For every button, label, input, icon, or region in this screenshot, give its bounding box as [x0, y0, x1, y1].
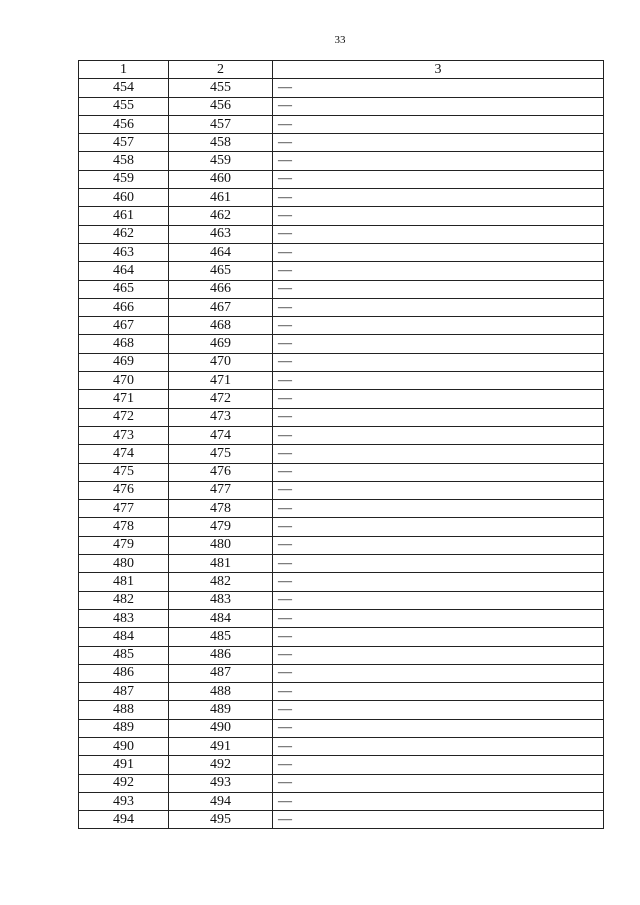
cell-value: 481 — [210, 555, 231, 571]
table-cell-col-1 — [79, 701, 169, 719]
cell-value: 489 — [113, 720, 134, 736]
table-cell-col-1 — [79, 189, 169, 207]
table-cell-col-3 — [273, 536, 604, 554]
column-header-1: 1 — [79, 61, 169, 79]
table-cell-col-2 — [169, 500, 273, 518]
cell-value: 475 — [210, 445, 231, 461]
table-cell-col-1 — [79, 683, 169, 701]
dash-mark: — — [278, 79, 292, 95]
table-cell-col-1 — [79, 207, 169, 225]
table-cell-col-1 — [79, 811, 169, 829]
table-cell-col-3 — [273, 792, 604, 810]
dash-mark: — — [278, 390, 292, 406]
table-cell-col-2 — [169, 756, 273, 774]
table-row — [79, 390, 604, 408]
table-cell-col-3 — [273, 646, 604, 664]
dash-mark: — — [278, 208, 292, 224]
cell-value: 495 — [210, 811, 231, 827]
table-cell-col-1 — [79, 134, 169, 152]
cell-value: 488 — [113, 702, 134, 718]
cell-value: 456 — [113, 116, 134, 132]
table-cell-col-3 — [273, 170, 604, 188]
dash-mark: — — [278, 336, 292, 352]
dash-mark: — — [278, 482, 292, 498]
table-cell-col-3 — [273, 390, 604, 408]
table-row — [79, 628, 604, 646]
cell-value: 464 — [113, 262, 134, 278]
table-cell-col-2 — [169, 280, 273, 298]
dash-mark: — — [278, 98, 292, 114]
table-cell-col-3 — [273, 701, 604, 719]
table-cell-col-2 — [169, 189, 273, 207]
table-cell-col-1 — [79, 646, 169, 664]
table-cell-col-2 — [169, 408, 273, 426]
table-row — [79, 481, 604, 499]
table-cell-col-2 — [169, 207, 273, 225]
cell-value: 473 — [113, 427, 134, 443]
table-cell-col-3 — [273, 189, 604, 207]
table-cell-col-2 — [169, 298, 273, 316]
table-cell-col-2 — [169, 719, 273, 737]
table-cell-col-2 — [169, 646, 273, 664]
table-row — [79, 408, 604, 426]
table-cell-col-2 — [169, 774, 273, 792]
table-cell-col-2 — [169, 536, 273, 554]
dash-mark: — — [278, 262, 292, 278]
table-row — [79, 518, 604, 536]
table-row — [79, 353, 604, 371]
table-cell-col-2 — [169, 609, 273, 627]
table-cell-col-1 — [79, 445, 169, 463]
table-cell-col-2 — [169, 115, 273, 133]
cell-value: 462 — [113, 226, 134, 242]
table-cell-col-3 — [273, 683, 604, 701]
table-cell-col-2 — [169, 390, 273, 408]
table-row — [79, 445, 604, 463]
table-cell-col-1 — [79, 426, 169, 444]
cell-value: 470 — [113, 372, 134, 388]
table-row — [79, 134, 604, 152]
table-cell-col-2 — [169, 170, 273, 188]
table-row — [79, 774, 604, 792]
dash-mark: — — [278, 628, 292, 644]
table-row — [79, 463, 604, 481]
dash-mark: — — [278, 317, 292, 333]
cell-value: 492 — [210, 756, 231, 772]
cell-value: 461 — [210, 189, 231, 205]
cell-value: 468 — [113, 336, 134, 352]
table-cell-col-2 — [169, 445, 273, 463]
table-cell-col-2 — [169, 664, 273, 682]
table-row — [79, 719, 604, 737]
table-row — [79, 426, 604, 444]
dash-mark: — — [278, 665, 292, 681]
table-row — [79, 262, 604, 280]
cell-value: 489 — [210, 702, 231, 718]
table-cell-col-2 — [169, 426, 273, 444]
dash-mark: — — [278, 244, 292, 260]
cell-value: 454 — [113, 79, 134, 95]
table-cell-col-2 — [169, 372, 273, 390]
cell-value: 471 — [210, 372, 231, 388]
table-cell-col-2 — [169, 573, 273, 591]
cell-value: 465 — [210, 262, 231, 278]
cell-value: 490 — [210, 720, 231, 736]
table-cell-col-1 — [79, 500, 169, 518]
dash-mark: — — [278, 702, 292, 718]
table-cell-col-2 — [169, 518, 273, 536]
table-cell-col-1 — [79, 408, 169, 426]
dash-mark: — — [278, 427, 292, 443]
cell-value: 459 — [113, 171, 134, 187]
dash-mark: — — [278, 537, 292, 553]
dash-mark: — — [278, 775, 292, 791]
table-cell-col-3 — [273, 591, 604, 609]
dash-mark: — — [278, 189, 292, 205]
table-cell-col-3 — [273, 372, 604, 390]
table-cell-col-2 — [169, 792, 273, 810]
cell-value: 485 — [113, 647, 134, 663]
table-cell-col-1 — [79, 372, 169, 390]
page-number: 33 — [334, 34, 346, 46]
table-cell-col-3 — [273, 335, 604, 353]
dash-mark: — — [278, 299, 292, 315]
table-cell-col-3 — [273, 555, 604, 573]
cell-value: 476 — [113, 482, 134, 498]
table-row — [79, 536, 604, 554]
cell-value: 486 — [113, 665, 134, 681]
table-cell-col-2 — [169, 683, 273, 701]
table-cell-col-2 — [169, 701, 273, 719]
cell-value: 492 — [113, 775, 134, 791]
table-cell-col-1 — [79, 243, 169, 261]
table-cell-col-3 — [273, 97, 604, 115]
cell-value: 474 — [210, 427, 231, 443]
table-cell-col-3 — [273, 79, 604, 97]
table-cell-col-3 — [273, 225, 604, 243]
cell-value: 480 — [113, 555, 134, 571]
cell-value: 476 — [210, 464, 231, 480]
table-cell-col-3 — [273, 609, 604, 627]
table-cell-col-3 — [273, 445, 604, 463]
table-row — [79, 555, 604, 573]
cell-value: 470 — [210, 354, 231, 370]
cell-value: 456 — [210, 98, 231, 114]
table-cell-col-3 — [273, 811, 604, 829]
table-cell-col-2 — [169, 317, 273, 335]
dash-mark: — — [278, 555, 292, 571]
table-cell-col-1 — [79, 390, 169, 408]
dash-mark: — — [278, 811, 292, 827]
dash-mark: — — [278, 683, 292, 699]
cell-value: 477 — [210, 482, 231, 498]
dash-mark: — — [278, 372, 292, 388]
dash-mark: — — [278, 134, 292, 150]
cell-value: 469 — [210, 336, 231, 352]
table-cell-col-1 — [79, 317, 169, 335]
dash-mark: — — [278, 592, 292, 608]
dash-mark: — — [278, 445, 292, 461]
table-cell-col-2 — [169, 353, 273, 371]
table-cell-col-1 — [79, 555, 169, 573]
table-cell-col-1 — [79, 628, 169, 646]
table-cell-col-3 — [273, 774, 604, 792]
table-row — [79, 609, 604, 627]
table-cell-col-1 — [79, 335, 169, 353]
cell-value: 475 — [113, 464, 134, 480]
table-cell-col-2 — [169, 335, 273, 353]
cell-value: 482 — [113, 592, 134, 608]
table-row — [79, 756, 604, 774]
table-cell-col-2 — [169, 134, 273, 152]
table-row — [79, 243, 604, 261]
table-cell-col-1 — [79, 115, 169, 133]
cell-value: 478 — [210, 500, 231, 516]
cell-value: 471 — [113, 390, 134, 406]
table-row — [79, 372, 604, 390]
dash-mark: — — [278, 793, 292, 809]
cell-value: 466 — [210, 281, 231, 297]
table-cell-col-1 — [79, 719, 169, 737]
dash-mark: — — [278, 116, 292, 132]
dash-mark: — — [278, 171, 292, 187]
table-row — [79, 792, 604, 810]
table-row — [79, 573, 604, 591]
table-cell-col-1 — [79, 152, 169, 170]
table-cell-col-3 — [273, 500, 604, 518]
cell-value: 478 — [113, 519, 134, 535]
dash-mark: — — [278, 464, 292, 480]
column-header-2: 2 — [169, 61, 273, 79]
cell-value: 479 — [210, 519, 231, 535]
cell-value: 481 — [113, 573, 134, 589]
table-cell-col-3 — [273, 262, 604, 280]
cell-value: 477 — [113, 500, 134, 516]
table-cell-col-2 — [169, 152, 273, 170]
table-cell-col-2 — [169, 262, 273, 280]
dash-mark: — — [278, 720, 292, 736]
table-cell-col-1 — [79, 79, 169, 97]
table-cell-col-3 — [273, 664, 604, 682]
table-cell-col-1 — [79, 609, 169, 627]
table-cell-col-1 — [79, 774, 169, 792]
dash-mark: — — [278, 281, 292, 297]
table-row — [79, 317, 604, 335]
table-cell-col-3 — [273, 207, 604, 225]
table-cell-col-1 — [79, 664, 169, 682]
dash-mark: — — [278, 647, 292, 663]
table-row — [79, 335, 604, 353]
table-cell-col-3 — [273, 737, 604, 755]
table-cell-col-2 — [169, 225, 273, 243]
table-cell-col-2 — [169, 555, 273, 573]
table-row — [79, 701, 604, 719]
table-cell-col-3 — [273, 756, 604, 774]
table-cell-col-1 — [79, 792, 169, 810]
cell-value: 457 — [113, 134, 134, 150]
table-cell-col-2 — [169, 737, 273, 755]
dash-mark: — — [278, 354, 292, 370]
table-body — [79, 79, 604, 829]
table-cell-col-2 — [169, 811, 273, 829]
table-cell-col-3 — [273, 280, 604, 298]
dash-mark: — — [278, 610, 292, 626]
table-cell-col-1 — [79, 298, 169, 316]
table-cell-col-3 — [273, 134, 604, 152]
table-cell-col-1 — [79, 353, 169, 371]
cell-value: 458 — [210, 134, 231, 150]
cell-value: 466 — [113, 299, 134, 315]
table-cell-col-1 — [79, 463, 169, 481]
dash-mark: — — [278, 500, 292, 516]
cell-value: 482 — [210, 573, 231, 589]
cell-value: 463 — [210, 226, 231, 242]
cell-value: 488 — [210, 683, 231, 699]
table-cell-col-2 — [169, 481, 273, 499]
cell-value: 459 — [210, 153, 231, 169]
table-cell-col-3 — [273, 573, 604, 591]
table-cell-col-1 — [79, 518, 169, 536]
table-cell-col-2 — [169, 79, 273, 97]
table-cell-col-2 — [169, 97, 273, 115]
table-header-row — [79, 61, 604, 79]
dash-mark: — — [278, 409, 292, 425]
table-row — [79, 280, 604, 298]
table-cell-col-3 — [273, 719, 604, 737]
table-row — [79, 591, 604, 609]
table-cell-col-1 — [79, 262, 169, 280]
cell-value: 483 — [210, 592, 231, 608]
table-cell-col-1 — [79, 225, 169, 243]
cell-value: 493 — [210, 775, 231, 791]
cell-value: 493 — [113, 793, 134, 809]
cell-value: 462 — [210, 208, 231, 224]
table-row — [79, 646, 604, 664]
table-cell-col-3 — [273, 518, 604, 536]
cell-value: 472 — [210, 390, 231, 406]
table-cell-col-3 — [273, 426, 604, 444]
table-cell-col-3 — [273, 115, 604, 133]
cell-value: 465 — [113, 281, 134, 297]
table-row — [79, 189, 604, 207]
cell-value: 494 — [210, 793, 231, 809]
cell-value: 473 — [210, 409, 231, 425]
table-cell-col-3 — [273, 408, 604, 426]
cell-value: 469 — [113, 354, 134, 370]
dash-mark: — — [278, 738, 292, 754]
table-row — [79, 79, 604, 97]
table-cell-col-1 — [79, 280, 169, 298]
table-row — [79, 115, 604, 133]
table-row — [79, 298, 604, 316]
table-cell-col-2 — [169, 243, 273, 261]
table-row — [79, 207, 604, 225]
table-cell-col-3 — [273, 317, 604, 335]
table-row — [79, 152, 604, 170]
cell-value: 458 — [113, 153, 134, 169]
cell-value: 455 — [210, 79, 231, 95]
table-cell-col-3 — [273, 628, 604, 646]
table-cell-col-3 — [273, 353, 604, 371]
table-cell-col-3 — [273, 298, 604, 316]
table-cell-col-3 — [273, 481, 604, 499]
table-row — [79, 737, 604, 755]
cell-value: 467 — [113, 317, 134, 333]
dash-mark: — — [278, 153, 292, 169]
table-cell-col-3 — [273, 463, 604, 481]
table-cell-col-2 — [169, 628, 273, 646]
table-row — [79, 811, 604, 829]
cell-value: 464 — [210, 244, 231, 260]
table-cell-col-3 — [273, 243, 604, 261]
table-cell-col-3 — [273, 152, 604, 170]
cell-value: 457 — [210, 116, 231, 132]
table-row — [79, 683, 604, 701]
cell-value: 491 — [210, 738, 231, 754]
table-row — [79, 170, 604, 188]
table-cell-col-1 — [79, 170, 169, 188]
cell-value: 494 — [113, 811, 134, 827]
dash-mark: — — [278, 519, 292, 535]
dash-mark: — — [278, 226, 292, 242]
table-cell-col-2 — [169, 463, 273, 481]
cell-value: 485 — [210, 628, 231, 644]
cell-value: 486 — [210, 647, 231, 663]
cell-value: 487 — [210, 665, 231, 681]
table-cell-col-1 — [79, 573, 169, 591]
table-row — [79, 664, 604, 682]
cell-value: 455 — [113, 98, 134, 114]
dash-mark: — — [278, 756, 292, 772]
table-cell-col-1 — [79, 591, 169, 609]
cell-value: 490 — [113, 738, 134, 754]
cell-value: 480 — [210, 537, 231, 553]
table-cell-col-1 — [79, 737, 169, 755]
cell-value: 463 — [113, 244, 134, 260]
table-cell-col-1 — [79, 536, 169, 554]
cell-value: 474 — [113, 445, 134, 461]
column-header-3: 3 — [273, 61, 604, 79]
table-cell-col-1 — [79, 481, 169, 499]
cell-value: 472 — [113, 409, 134, 425]
cell-value: 491 — [113, 756, 134, 772]
table-cell-col-1 — [79, 756, 169, 774]
table-cell-col-1 — [79, 97, 169, 115]
cell-value: 460 — [210, 171, 231, 187]
cell-value: 467 — [210, 299, 231, 315]
dash-mark: — — [278, 573, 292, 589]
table-row — [79, 225, 604, 243]
table-row — [79, 500, 604, 518]
cell-value: 461 — [113, 208, 134, 224]
cell-value: 484 — [113, 628, 134, 644]
cell-value: 468 — [210, 317, 231, 333]
table-cell-col-2 — [169, 591, 273, 609]
cell-value: 487 — [113, 683, 134, 699]
data-table — [78, 60, 604, 829]
cell-value: 483 — [113, 610, 134, 626]
cell-value: 484 — [210, 610, 231, 626]
cell-value: 460 — [113, 189, 134, 205]
cell-value: 479 — [113, 537, 134, 553]
table-row — [79, 97, 604, 115]
